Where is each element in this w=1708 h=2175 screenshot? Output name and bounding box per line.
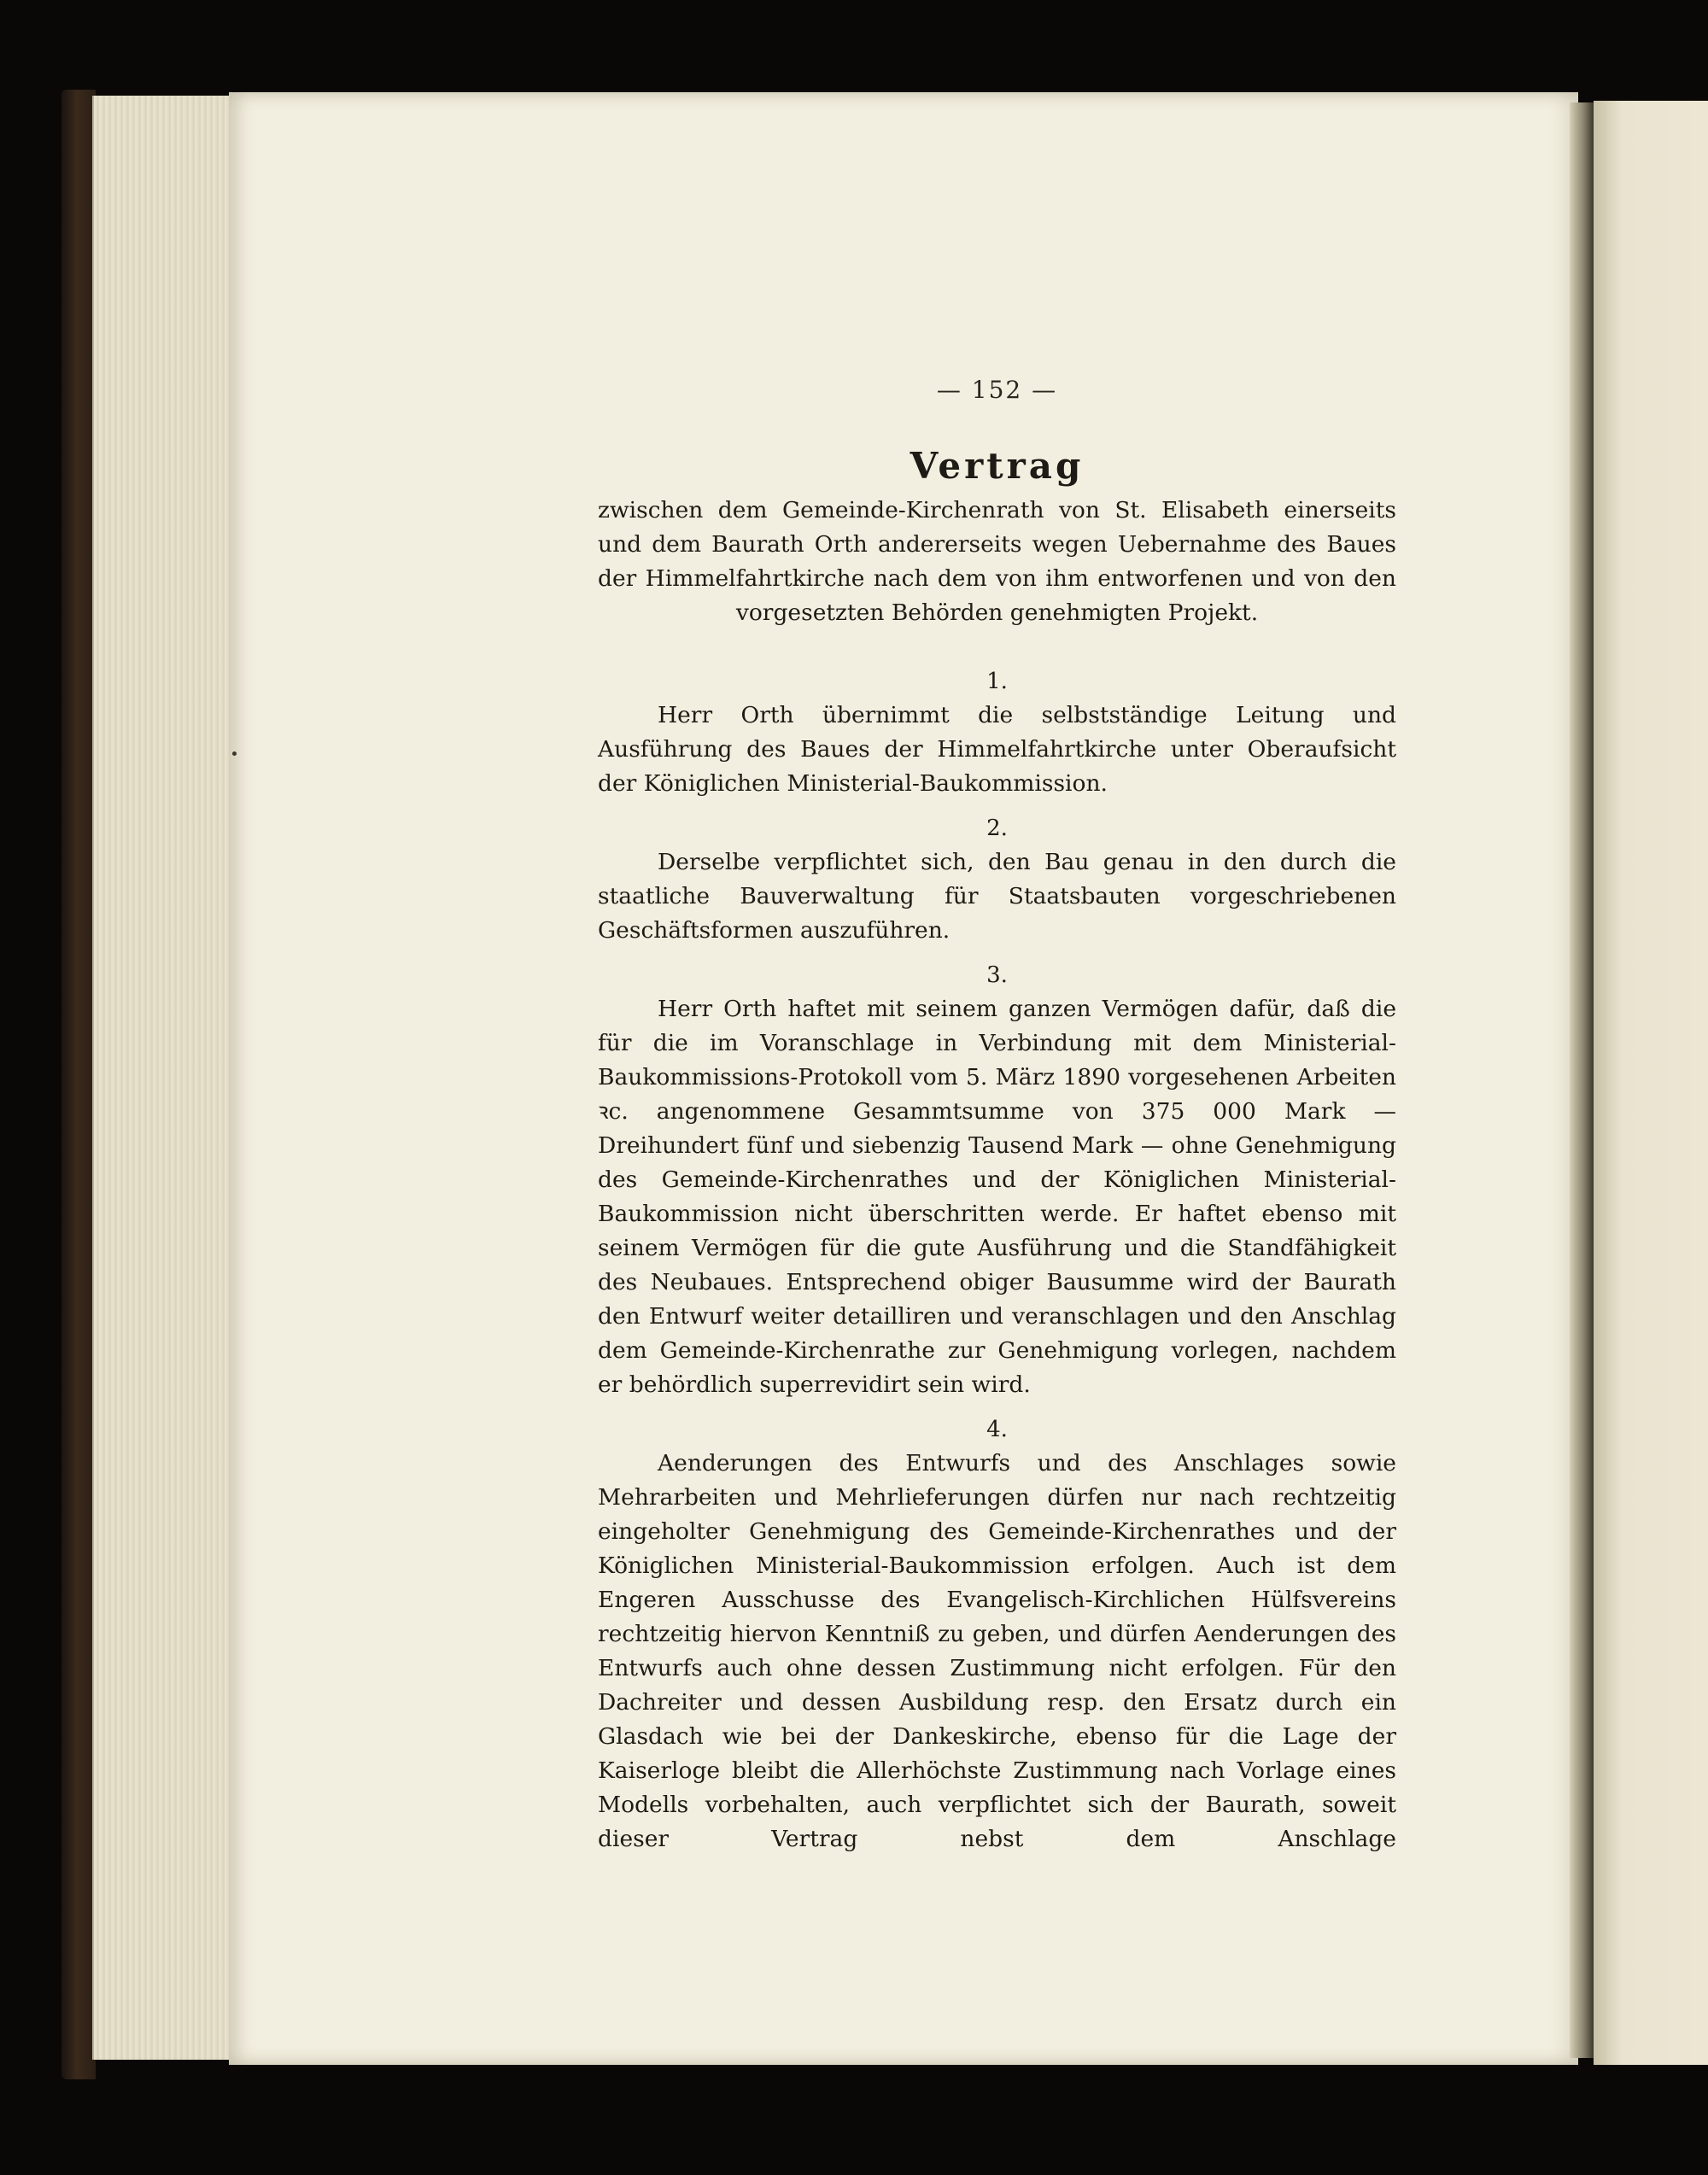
page-stack-edge [92, 96, 235, 2060]
book-cover-edge [61, 90, 96, 2079]
page-number: — 152 — [936, 376, 1058, 404]
section-paragraph: Aenderungen des Entwurfs und des Anschlages sowie Mehrarbeiten und Mehrlieferungen dürfen nur nach rechtzeitig eingeholter Genehmigung des Gemeinde-Kirchenrathes und der Königlichen Ministerial-Baukommission erfolgen. Auch ist dem Engeren Ausschusse des Evangelisch-Kirchlichen Hülfsvereins rechtzeitig hiervon Kenntniß zu geben, und dürfen Aenderungen des Entwurfs auch ohne dessen Zustimmung nicht erfolgen. Für den Dachreiter und dessen Ausbildung resp. den Ersatz durch ein Glasdach wie bei der Dankeskirche, ebenso für die Lage der Kaiserloge bleibt die Allerhöchste Zustimmung nach Vorlage eines Modells vorbehalten, auch verpflichtet sich der Baurath, soweit dieser Vertrag nebst dem Anschlage [598, 1450, 1396, 1852]
section-paragraph: Derselbe verpflichtet sich, den Bau genau in den durch die staatliche Bauverwaltung für Staatsbauten vorgeschriebenen Geschäftsformen auszuführen. [598, 849, 1396, 944]
document-title: Vertrag [910, 445, 1085, 487]
section-number: 1. [986, 669, 1008, 694]
margin-mark [232, 751, 237, 756]
right-page-edge [1594, 101, 1708, 2065]
section-number: 4. [986, 1417, 1008, 1442]
intro-paragraph: zwischen dem Gemeinde-Kirchenrath von St. Elisabeth einerseits und dem Baurath Orth andererseits wegen Uebernahme des Baues der Himmelfahrtkirche nach dem von ihm entworfenen und von den vorgesetzten Behörden genehmigten Projekt. [598, 497, 1396, 626]
section-paragraph: Herr Orth haftet mit seinem ganzen Vermögen dafür, daß die für die im Voranschlage in Verbindung mit dem Ministerial-Baukommissions-Protokoll vom 5. März 1890 vorgesehenen Arbeiten ꝛc. angenommene Gesammtsumme von 375 000 Mark — Dreihundert fünf und siebenzig Tausend Mark — ohne Genehmigung des Gemeinde-Kirchenrathes und der Königlichen Ministerial-Baukommission nicht überschritten werde. Er haftet ebenso mit seinem Vermögen für die gute Ausführung und die Standfähigkeit des Neubaues. Entsprechend obiger Bausumme wird der Baurath den Entwurf weiter detailliren und veranschlagen und den Anschlag dem Gemeinde-Kirchenrathe zur Genehmigung vorlegen, nachdem er behördlich superrevidirt sein wird. [598, 996, 1396, 1398]
section-number: 3. [986, 962, 1008, 988]
page-gutter [1570, 102, 1594, 2058]
section-number: 2. [986, 816, 1008, 841]
section-paragraph: Herr Orth übernimmt die selbstständige Leitung und Ausführung des Baues der Himmelfahrtkirche unter Oberaufsicht der Königlichen Ministerial-Baukommission. [598, 702, 1396, 797]
text-block [598, 376, 1396, 1858]
